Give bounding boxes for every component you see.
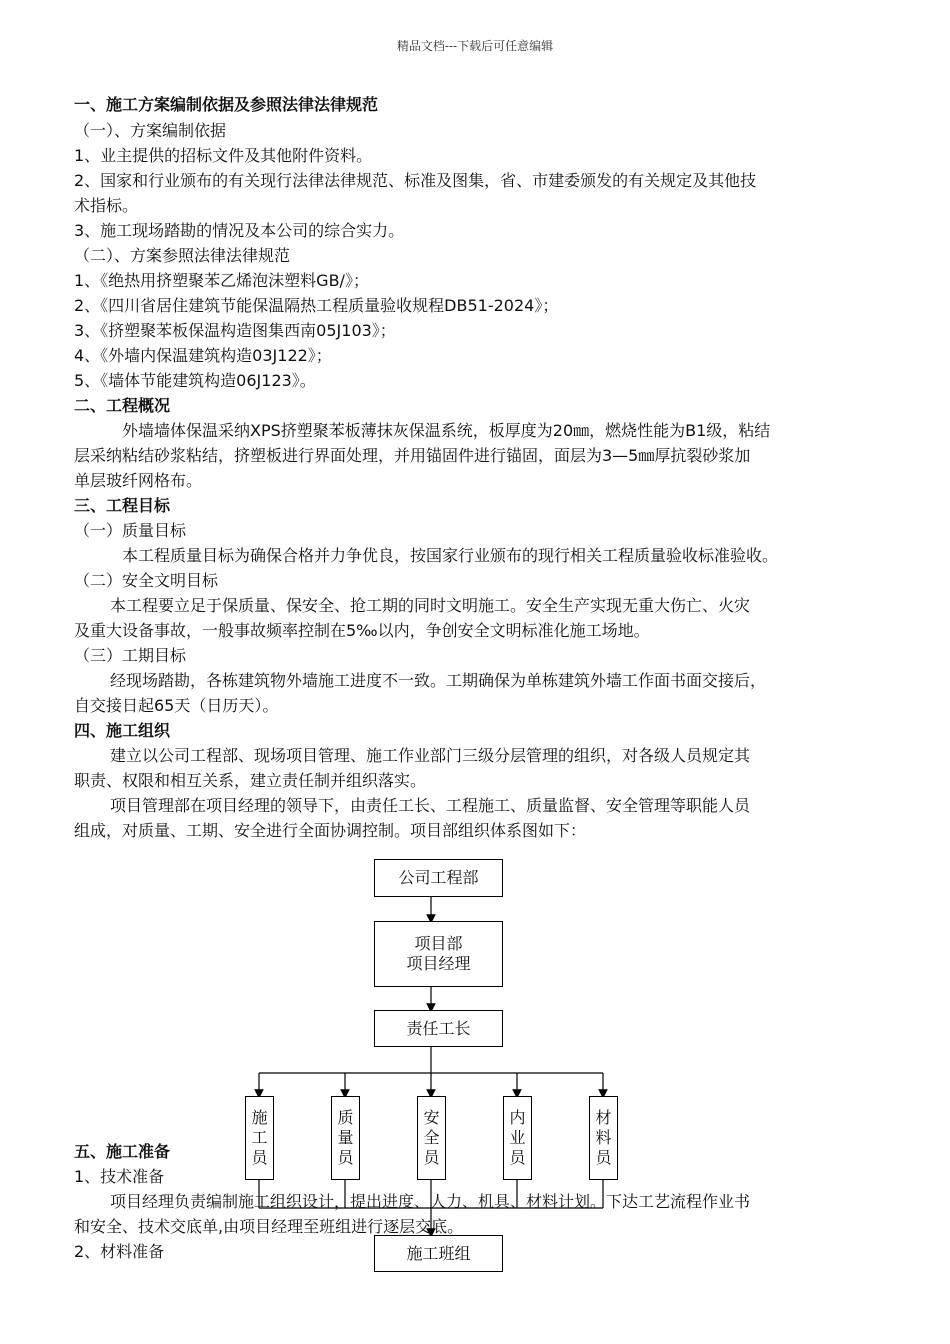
paragraph-line: 项目经理负责编制施工组织设计，提出进度、人力、机具、材料计划。下达工艺流程作业书 (110, 1192, 751, 1211)
org-box-safety-staff (417, 1096, 446, 1180)
role-char: 材 (595, 1108, 612, 1127)
role-char: 业 (509, 1128, 526, 1147)
subheading-schedule: （三）工期目标 (74, 646, 187, 665)
role-char: 安 (423, 1108, 440, 1127)
role-char: 全 (423, 1128, 440, 1147)
subheading-tech-prep: 1、技术准备 (74, 1167, 165, 1186)
role-char: 员 (337, 1148, 354, 1167)
list-item: 1、业主提供的招标文件及其他附件资料。 (74, 146, 373, 165)
heading-section-4: 四、施工组织 (74, 721, 171, 740)
org-team-label: 施工班组 (406, 1243, 471, 1263)
org-box-project-dept (374, 921, 503, 987)
role-char: 量 (337, 1128, 354, 1147)
paragraph-line: 本工程要立足于保质量、保安全、抢工期的同时文明施工。安全生产实现无重大伤亡、火灾 (110, 596, 751, 615)
role-char: 工 (251, 1128, 268, 1147)
heading-section-5: 五、施工准备 (74, 1142, 171, 1161)
paragraph-line: 和安全、技术交底单,由项目经理至班组进行逐层交底。 (74, 1217, 464, 1236)
heading-section-3: 三、工程目标 (74, 496, 171, 515)
list-item: 2、国家和行业颁布的有关现行法律法律规范、标准及图集，省、市建委颁发的有关规定及其他技 (74, 171, 757, 190)
org-box-work-team (374, 1235, 503, 1272)
role-char: 质 (337, 1108, 354, 1127)
list-item: 3、《挤塑聚苯板保温构造图集西南05J103》； (74, 321, 396, 340)
list-item: 5、《墙体节能建筑构造06J123》。 (74, 371, 316, 390)
org-box-quality-staff (331, 1096, 360, 1180)
page-header-note: 精品文档---下载后可任意编辑 (396, 39, 554, 53)
paragraph-line: 及重大设备事故，一般事故频率控制在5‰以内，争创安全文明标准化施工场地。 (74, 621, 650, 640)
role-char: 员 (251, 1148, 268, 1167)
org-box-document-staff (503, 1096, 532, 1180)
org-box-material-staff (589, 1096, 618, 1180)
org-box-foreman (374, 1010, 503, 1047)
role-char: 内 (509, 1108, 526, 1127)
subheading-safety: （二）安全文明目标 (74, 571, 219, 590)
org-box-company (374, 859, 503, 897)
role-char: 员 (595, 1148, 612, 1167)
subheading-material-prep: 2、材料准备 (74, 1242, 165, 1261)
subheading-basis: （一）、方案编制依据 (74, 121, 227, 140)
subheading-references: （二）、方案参照法律法律规范 (74, 246, 291, 265)
paragraph-line: 项目管理部在项目经理的领导下，由责任工长、工程施工、质量监督、安全管理等职能人员 (110, 796, 751, 815)
org-project-dept-label: 项目部 (414, 934, 463, 953)
heading-section-1: 一、施工方案编制依据及参照法律法律规范 (74, 95, 379, 114)
list-item: 3、施工现场踏勘的情况及本公司的综合实力。 (74, 221, 405, 240)
paragraph-line: 自交接日起65天（日历天）。 (74, 696, 279, 715)
org-foreman-label: 责任工长 (406, 1018, 471, 1038)
org-box-construction-staff (245, 1096, 274, 1180)
subheading-quality: （一）质量目标 (74, 521, 187, 540)
heading-section-2: 二、工程概况 (74, 396, 171, 415)
org-company-label: 公司工程部 (398, 868, 479, 887)
paragraph-line: 经现场踏勘，各栋建筑物外墙施工进度不一致。工期确保为单栋建筑外墙工作面书面交接后， (110, 671, 767, 690)
paragraph-line: 组成，对质量、工期、安全进行全面协调控制。项目部组织体系图如下： (74, 821, 587, 840)
role-char: 施 (251, 1108, 268, 1127)
role-char: 料 (595, 1128, 612, 1147)
paragraph-line: 建立以公司工程部、现场项目管理、施工作业部门三级分层管理的组织，对各级人员规定其 (110, 746, 751, 765)
list-item: 2、《四川省居住建筑节能保温隔热工程质量验收规程DB51-2024》； (74, 296, 559, 315)
paragraph-line: 本工程质量目标为确保合格并力争优良，按国家行业颁布的现行相关工程质量验收标准验收。 (122, 546, 779, 565)
role-char: 员 (509, 1148, 526, 1167)
paragraph-line: 单层玻纤网格布。 (74, 471, 203, 490)
role-char: 员 (423, 1148, 440, 1167)
list-item: 4、《外墙内保温建筑构造03J122》； (74, 346, 332, 365)
list-item-continued: 术指标。 (74, 196, 139, 215)
paragraph-line: 外墙墙体保温采纳XPS挤塑聚苯板薄抹灰保温系统，板厚度为20㎜，燃烧性能为B1级，粘结 (122, 421, 771, 440)
paragraph-line: 职责、权限和相互关系，建立责任制并组织落实。 (74, 771, 427, 790)
org-project-manager-label: 项目经理 (406, 954, 471, 973)
list-item: 1、《绝热用挤塑聚苯乙烯泡沫塑料GB/》； (74, 271, 369, 290)
paragraph-line: 层采纳粘结砂浆粘结，挤塑板进行界面处理，并用锚固件进行锚固，面层为3—5㎜厚抗裂砂浆加 (74, 446, 751, 465)
